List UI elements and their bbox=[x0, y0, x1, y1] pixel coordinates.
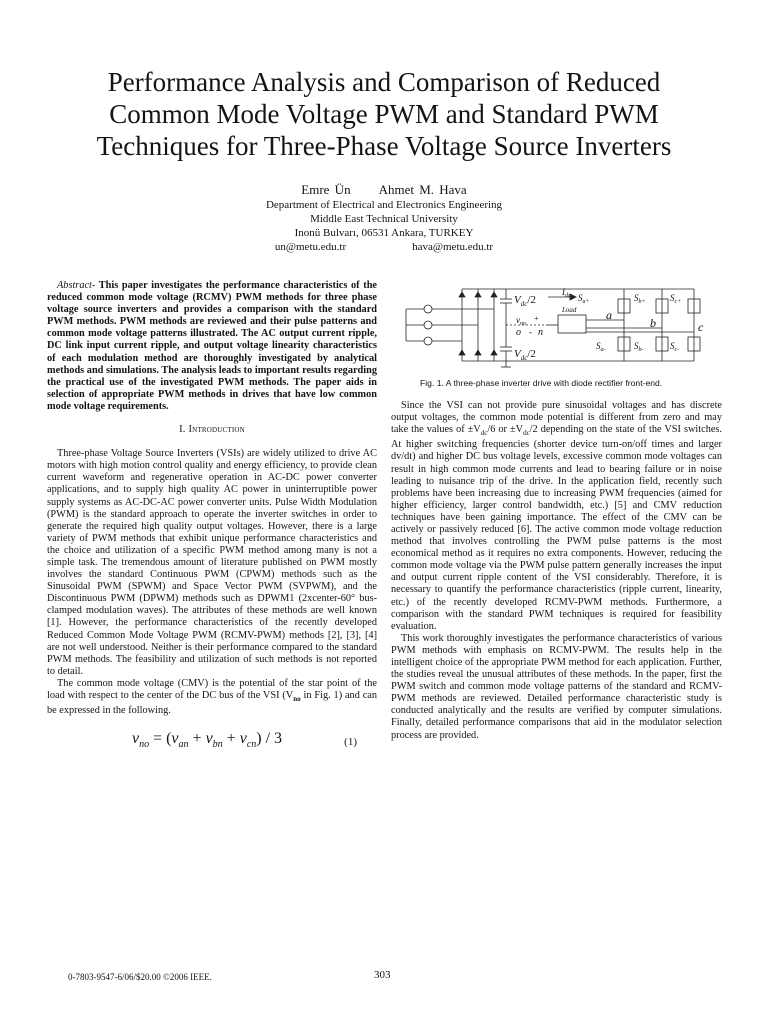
label-part: v bbox=[516, 315, 520, 325]
load-label: Load bbox=[562, 306, 577, 314]
label-part: S bbox=[670, 341, 675, 351]
diode-icon bbox=[459, 350, 465, 355]
title-line: Techniques for Three-Phase Voltage Source Inverters bbox=[96, 131, 672, 161]
label-part: /2 bbox=[527, 294, 536, 306]
switch-label bbox=[634, 341, 644, 353]
body-paragraph: This work thoroughly investigates the performance characteristics of various PWM methods with emphasis on RCMV-PWM. The results help in the intelligent choice of the appropriate PWM method for each application. Further, the studies reveal the unusual attributes of these methods. In the paper, first the PWM switch and common mode voltage patterns of the standard and RCMV-PWM methods are reviewed. Detailed performance characteristic study is conducted analytically and the results are verified by computer simulations. Finally, detailed performance comparisons that aid in the modulator selection process are provided. bbox=[391, 632, 722, 741]
label-part: S bbox=[670, 293, 675, 303]
left-column bbox=[47, 280, 377, 755]
eq-symbol: v bbox=[171, 730, 179, 748]
authors bbox=[150, 182, 618, 198]
label-subscript: a- bbox=[600, 347, 606, 353]
inverter-circuit-diagram bbox=[398, 275, 718, 375]
section-number: I. bbox=[179, 424, 186, 436]
eq-symbol: + bbox=[222, 730, 240, 748]
text-run: /2 depending on the state of the VSI switches. At higher switching frequencies (shorter device turn-on/off times and larger dv/dt) and higher DC bus voltage levels, excessive common mode voltages can result in high common mode currents and lead to bearing failure or in noise leading to nuisance trip of the drive. In the application field, recently such problems have been increasing due to increasing PWM frequencies (aimed for higher efficiency, larger control bandwidth, etc.) [5] and CMV reduction techniques have been gaining importance. The effect of the CMV can be actively or passively reduced [6]. The active common mode voltage reduction method that involves controlling the PWM pulse patterns is the most economical method as it requires no extra components. However, reducing the common mode voltage via the PWM pulse pattern generally increases the input and output current ripple content of the VSI considerably. Therefore, it is necessary to quantify the performance characteristics (ripple current, linearity, etc.) of the recently developed RCMV-PWM methods. Furthermore, a comparison with the standard PWM techniques is required for feasibility evaluation. bbox=[391, 424, 723, 632]
label-part: S bbox=[634, 341, 639, 351]
text-run: /6 or ±V bbox=[487, 424, 524, 436]
label-part: /2 bbox=[527, 348, 536, 360]
phase-a-label: a bbox=[606, 308, 612, 322]
title-line: Common Mode Voltage PWM and Standard PWM bbox=[109, 99, 659, 129]
title-line: Performance Analysis and Comparison of Reduced bbox=[107, 67, 661, 97]
eq-symbol: = ( bbox=[149, 730, 172, 748]
vdc-bottom-label bbox=[514, 348, 536, 362]
eq-symbol: ) / 3 bbox=[256, 730, 283, 748]
intro-paragraph bbox=[47, 678, 377, 717]
section-heading-introduction bbox=[47, 424, 377, 436]
switch-label bbox=[634, 293, 646, 305]
current-arrow-icon bbox=[570, 294, 576, 300]
figure-caption: Fig. 1. A three-phase inverter drive with diode rectifier front-end. bbox=[420, 378, 663, 388]
label-subscript: no bbox=[520, 321, 526, 327]
abstract-label: Abstract- bbox=[57, 280, 96, 291]
body-paragraph bbox=[391, 400, 722, 633]
author-email: hava@metu.edu.tr bbox=[412, 241, 494, 253]
diode-icon bbox=[491, 350, 497, 355]
label-part: S bbox=[634, 293, 639, 303]
load-box bbox=[558, 315, 586, 333]
label-part: S bbox=[578, 293, 583, 303]
phase-c-label: c bbox=[698, 320, 704, 334]
affiliation-line: Middle East Technical University bbox=[310, 213, 458, 225]
switch-label bbox=[670, 293, 681, 305]
label-subscript: dc bbox=[565, 293, 571, 299]
switch-label bbox=[596, 341, 606, 353]
label-subscript: dc bbox=[520, 354, 528, 362]
node-o-label: o bbox=[516, 327, 521, 338]
eq-subscript: no bbox=[139, 739, 150, 751]
ac-source-icon bbox=[424, 305, 432, 313]
label-part: S bbox=[596, 341, 601, 351]
diode-icon bbox=[475, 292, 481, 297]
paper-title bbox=[30, 66, 738, 162]
ac-source-icon bbox=[424, 321, 432, 329]
vdc-top-label bbox=[514, 294, 536, 308]
abstract bbox=[47, 280, 377, 413]
eq-symbol: v bbox=[205, 730, 213, 748]
label-subscript: b+ bbox=[638, 299, 646, 305]
vno-label bbox=[516, 315, 526, 327]
page-number: 303 bbox=[374, 969, 391, 981]
phase-b-label: b bbox=[650, 316, 656, 330]
text-run: The common mode voltage (CMV) is the potential of the star point of the load with respect to the center of the DC bus of the VSI (V bbox=[47, 677, 377, 701]
figure-1-circuit bbox=[398, 275, 718, 375]
eq-subscript: an bbox=[178, 739, 189, 751]
node-n-label: n bbox=[538, 327, 543, 338]
plus-sign: + bbox=[534, 314, 539, 323]
ac-source-icon bbox=[424, 337, 432, 345]
author-email: un@metu.edu.tr bbox=[274, 241, 347, 253]
copyright-footer: 0-7803-9547-6/06/$20.00 ©2006 IEEE. bbox=[68, 972, 212, 982]
affiliation-line: Department of Electrical and Electronics Engineering bbox=[265, 199, 503, 211]
label-subscript: dc bbox=[520, 300, 528, 308]
subscript: no bbox=[293, 695, 301, 704]
text-run: Since the VSI can not provide pure sinusoidal voltages and has discrete output voltages, the common mode potential is different from zero and may take the values of ±V bbox=[391, 400, 722, 436]
minus-sign: - bbox=[529, 327, 532, 337]
section-title: Introduction bbox=[188, 424, 245, 436]
diode-icon bbox=[475, 350, 481, 355]
author-name: Emre Ün bbox=[301, 182, 351, 197]
label-part: I bbox=[562, 287, 565, 297]
equation-number: (1) bbox=[344, 736, 357, 749]
emails bbox=[150, 240, 618, 254]
intro-paragraph: Three-phase Voltage Source Inverters (VSIs) are widely utilized to drive AC motors with high motion control quality and energy efficiency, to provide clean current waveform and regenerative operation in AC-DC power converter applications, and to supply high quality AC power in uninterruptible power supply systems as AC-DC-AC power converter units. Pulse Width Modulation (PWM) is the standard approach to operate the inverter switches in order to generate the required high quality output voltages. However, there is a large variety of PWM methods that exhibit unique performance characteristics and the choice and utilization of a specific PWM method among many is not a simple task. The tremendous amount of literature published on PWM mostly involves the standard Continuous PWM (CPWM) methods such as the Sinusoidal PWM (SPWM) and Space Vector PWM (SVPWM), and the Discontinuous PWM (DPWM) methods such as DPWM1 (2xcenter-60° bus-clamped modulation waves). The attributes of these methods are well known [1]. However, the performance characteristics of the recently developed Reduced Common Mode Voltage PWM (RCMV-PWM) methods [2], [3], [4] are not well understood. Neither is their performance compared to the standard PWM methods. The feasibility and utilization of such methods is not reported to detail. bbox=[47, 448, 377, 677]
label-part: V bbox=[514, 294, 521, 306]
switch-label bbox=[670, 341, 679, 353]
switch-label bbox=[578, 293, 590, 305]
diode-icon bbox=[491, 292, 497, 297]
label-part: V bbox=[514, 348, 521, 360]
author-name: Ahmet M. Hava bbox=[378, 182, 467, 197]
equation-body bbox=[47, 730, 337, 751]
eq-symbol: + bbox=[188, 730, 206, 748]
author-block bbox=[150, 182, 618, 254]
subscript: dc bbox=[480, 429, 488, 438]
equation-1 bbox=[47, 729, 377, 755]
text-run: in Fig. 1) and can be expressed in the following. bbox=[47, 690, 377, 717]
subscript: dc bbox=[523, 429, 530, 438]
label-subscript: a+ bbox=[582, 299, 590, 305]
label-subscript: c+ bbox=[674, 299, 682, 305]
eq-symbol: v bbox=[239, 730, 247, 748]
abstract-text: This paper investigates the performance characteristics of the reduced common mode voltage (RCMV) PWM methods for three phase voltage source inverters and provides a comparison with the standard PWM methods. PWM methods are reviewed and their pulse patterns and common mode voltage patterns illustrated. The AC output current ripple, DC link input current ripple, and output voltage linearity characteristics of each modulation method are thoroughly investigated by analytical methods and simulations. The analysis leads to important results regarding the practical use of the investigated PWM methods. The paper aids in selection of appropriate PWM methods in drives that have low common mode voltage requirements. bbox=[47, 280, 377, 412]
label-subscript: c- bbox=[674, 347, 680, 353]
eq-subscript: bn bbox=[212, 739, 223, 751]
eq-symbol: v bbox=[131, 730, 140, 748]
diode-icon bbox=[459, 292, 465, 297]
label-subscript: b- bbox=[638, 347, 644, 353]
eq-subscript: cn bbox=[246, 739, 257, 751]
right-column bbox=[391, 400, 722, 742]
affiliation-line: Inonü Bulvarı, 06531 Ankara, TURKEY bbox=[294, 227, 474, 239]
